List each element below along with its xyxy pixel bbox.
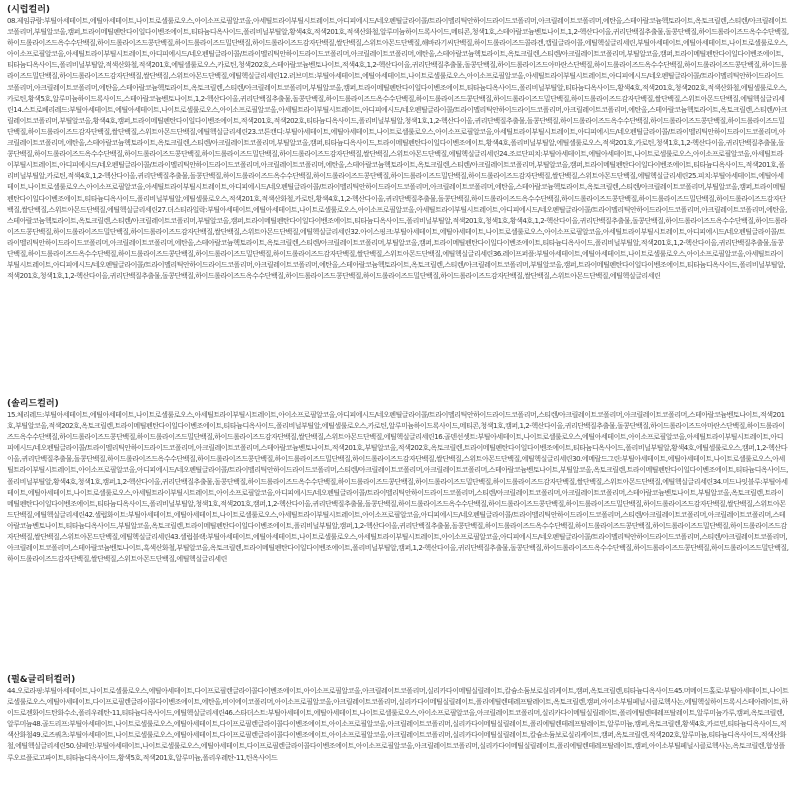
section-heading: (솔리드컬러) (7, 399, 59, 409)
ingredient-list: 08.제임큐람:부틸아세테이트,에틸아세테이트,나이트로셀룰로오스,아이소프로필알코올,아세틸트라이부틸시트레이트,아디피에시드/네오펜틸글라이콜/트라이멜리틱안하이드라이드코폴리머,아크릴레이트코폴리머,에탄올,스테아랄코늄헥토라이트,옥토크릴렌,스티렌/아크릴레이트코폴리머,부틸알코올,캠퍼,트라이메틸펜탄다이일다이벤조에이트,티타늄디옥사이드,폴리비닐부틸알,황색4호,적색201호,적색산화철,알루미늄하이드록사이드,메티콘,청색1호,스테아랄코늄벤토나이트,1,2-헥산다이올,귀리단백질추출물,돌콩단백질,하이드롤라이즈드옥수수단백질,하이드롤라이즈드옥수수단백질,하이드롤라이즈드콩단백질,하이드롤라이즈드밀단백질,하이드롤라이즈드감자단백질,쌀단백질,스위트아몬드단백질,해바라기씨단백질,하이드롤라이즈드콜라겐,캡릴글라이콜,에틸헥실글리세린,부틸아세테이트,에틸아세테이트,나이트로셀룰로오스,아이소프로필알코올,아세틸트라이부틸시트레이트,아디피에시드/네오펜틸글라이콜/트라이멜리틱안하이드라이드코폴리머,아크릴레이트코폴리머,에탄올,스테아랄코늄헥토라이트,옥토크릴렌,스티렌/아크릴레이트코폴리머,부틸알코올,캠퍼,트라이메틸펜탄다이일다이벤조에이트,티타늄디옥사이드,폴리비닐부틸알,적색산화철,적색201호,에틸셀룰로오스,카로틴,청색202호,스테아랄코늄벤토나이트,적색4호,1,2-헥산다이올,귀리단백질추출물,돌콩단백질,하이드롤라이즈드아마란스단백질,하이드롤라이즈드옥수수단백질,하이드롤라이즈드콩단백질,하이드롤라이즈드밀단백질,하이드롤라이즈드감자단백질,쌀단백질,스위트아몬드단백질,에틸헥실글리세린12.러브미트:부틸아세테이트,에틸아세테이트,나이트로셀룰로오스,아이소프로필알코올,아세틸트라이부틸시트레이트,아디피에시드/네오펜틸글라이콜/트라이멜리틱안하이드라이드코폴리머,아크릴레이트코폴리머,에탄올,스테아랄코늄헥토라이트,옥토크릴렌,스티렌/아크릴레이트코폴리머,부틸알코올,캠퍼,트라이메틸펜탄다이일다이벤조에이트,티타늄디옥사이드,폴리비닐부틸알,티타늄디옥사이드,황색4호,적색201호,청색202호,적색산화철,에틸셀룰로오스,카로틴,황색5호,알루미늄하이드록사이드,스테아랄코늄벤토나이트,1,2-헥산다이올,귀리단백질추출물,돌콩단백질,하이드롤라이즈드옥수수단백질,하이드롤라이즈드콩단백질,하이드롤라이즈드밀단백질,하이드롤라이즈드감자단백질,쌀단백질,스위트아몬드단백질,에틸헥실글리세린14.스트로베리레드:부틸아세테이트,에틸아세테이트,나이트로셀룰로오스,아이소프로필알코올,아세틸트라이부틸시트레이트,아디피에시드/네오펜틸글라이콜/트라이멜리틱안하이드라이드코폴리머,아크릴레이트코폴리머,에탄올,스테아랄코늄헥토라이트,옥토크릴렌,스티렌/아크릴레이트코폴리머,부틸알코올,황색4호,캠퍼,트라이메틸펜탄다이일다이벤조에이트,적색201호,적색202호,티타늄디옥사이드,폴리비닐부틸알,청색1호,1,2-헥산다이올,귀리단백질추출물,돌콩단백질,하이드롤라이즈드옥수수단백질,하이드롤라이즈드콩단백질,하이드롤라이즈드밀단백질,하이드롤라이즈드감자단백질,쌀단백질,스위트아몬드단백질,에틸헥실글리세린23.코튼캔디:부틸아세테이트,에틸아세테이트,나이트로셀룰로오스,아이소프로필알코올,아세틸트라이부틸시트레이트,아디피에시드/네오펜틸글라이콜/트라이멜리틱안하이드라이드코폴리머,아크릴레이트코폴리머,에탄올,스테아랄코늄헥토라이트,옥토크릴렌,스티렌/아크릴레이트코폴리머,부틸알코올,캠퍼,티타늄디옥사이드,트라이메틸펜탄다이일다이벤조에이트,황색4호,폴리비닐부틸알,에틸셀룰로오스,적색201호,카로틴,청색1호,1,2-헥산다이올,귀리단백질추출물,돌콩단백질,하이드롤라이즈드옥수수단백질,하이드롤라이즈드콩단백질,하이드롤라이즈드밀단백질,하이드롤라이즈드감자단백질,쌀단백질,스위트아몬드단백질,에틸헥실글리세린24.조르단피치:부틸아세테이트,에틸아세테이트,나이트로셀룰로오스,아이소프로필알코올,아세틸트라이부틸시트레이트,아디피에시드/네오펜틸글라이콜/트라이멜리틱안하이드라이드코폴리머,아크릴레이트코폴리머,에탄올,스테아랄코늄헥토라이트,옥토크릴렌,스티렌/아크릴레이트코폴리머,부틸알코올,캠퍼,트라이메틸펜탄다이일다이벤조에이트,티타늄디옥사이드,적색201호,폴리비닐부틸알,카로틴,적색4호,1,2-헥산다이올,귀리단백질추출물,돌콩단백질,하이드롤라이즈드옥수수단백질,하이드롤라이즈드콩단백질,하이드롤라이즈드밀단백질,하이드롤라이즈드감자단백질,쌀단백질,스위트아몬드단백질,에틸헥실글리세린25.피치:부틸아세테이트,에틸아세테이트,나이트로셀룰로오스,아이소프로필알코올,아세틸트라이부틸시트레이트,아디피에시드/네오펜틸글라이콜/트라이멜리틱안하이드라이드코폴리머,아크릴레이트코폴리머,에탄올,스테아랄코늄헥토라이트,옥토크릴렌,스티렌/아크릴레이트코폴리머,부틸알코올,캠퍼,트라이메틸펜탄다이일다이벤조에이트,티타늄디옥사이드,폴리비닐부틸알,에틸셀룰로오스,적색201호,적색산화철,카로틴,황색4호,1,2-헥산다이올,귀리단백질추출물,돌콩단백질,하이드롤라이즈드옥수수단백질,하이드롤라이즈드콩단백질,하이드롤라이즈드밀단백질,하이드롤라이즈드감자단백질,쌀단백질,스위트아몬드단백질,에틸헥실글리세린27.더스티라일락:부틸아세테이트,에틸아세테이트,나이트로셀룰로오스,아이소프로필알코올,아세틸트라이부틸시트레이트,아디피에시드/네오펜틸글라이콜/트라이멜리틱안하이드라이드코폴리머,아크릴레이트코폴리머,에탄올,스테아랄코늄헥토라이트,옥토크릴렌,스티렌/아크릴레이트코폴리머,부틸알코올,캠퍼,트라이메틸펜탄다이일다이벤조에이트,티타늄디옥사이드,폴리비닐부틸알,적색201호,청색1호,황색4호,1,2-헥산다이올,귀리단백질추출물,돌콩단백질,하이드롤라이즈드옥수수단백질,하이드롤라이즈드콩단백질,하이드롤라이즈드밀단백질,하이드롤라이즈드감자단백질,쌀단백질,스위트아몬드단백질,에틸헥실글리세린32.아이스핑크:부틸아세테이트,에틸아세테이트,나이트로셀룰로오스,아이소프로필알코올,아세틸트라이부틸시트레이트,아디피에시드/네오펜틸글라이콜/트라이멜리틱안하이드라이드코폴리머,아크릴레이트코폴리머,에탄올,스테아랄코늄헥토라이트,옥토크릴렌,스티렌/아크릴레이트코폴리머,부틸알코올,캠퍼,트라이메틸펜탄다이일다이벤조에이트,티타늄디옥사이드,폴리비닐부틸알,적색201호,1,2-헥산다이올,귀리단백질추출물,돌콩단백질,하이드롤라이즈드옥수수단백질,하이드롤라이즈드콩단백질,하이드롤라이즈드밀단백질,하이드롤라이즈드감자단백질,쌀단백질,스위트아몬드단백질,에틸헥실글리세린36.레이프퍼플:부틸아세테이트,에틸아세테이트,나이트로셀룰로오스,아이소프로필알코올,아세틸트라이부틸시트레이트,아디피에시드/네오펜틸글라이콜/트라이멜리틱안하이드라이드코폴리머,아크릴레이트코폴리머,에탄올,스테아랄코늄헥토라이트,옥토크릴렌,스티렌/아크릴레이트코폴리머,부틸알코올,캠퍼,트라이메틸펜탄다이일다이벤조에이트,티타늄디옥사이드,폴리비닐부틸알,적색201호,청색1호,1,2-헥산다이올,귀리단백질추출물,돌콩단백질,하이드롤라이즈드옥수수단백질,하이드롤라이즈드콩단백질,하이드롤라이즈드밀단백질,하이드롤라이즈드감자단백질,쌀단백질,스위트아몬드단백질,에틸헥실글리세린 (7, 17, 789, 281)
ingredient-list: 44.오로라핑:부틸아세테이트,나이트로셀룰로오스,에틸아세테이트,다이프로필렌글라이콜다이벤조에이트,아이소프로필알코올,아크릴레이트코폴리머,실리카다이메틸실릴레이트,칼슘소듐보로실리케이트,캠퍼,옥토크릴렌,티타늄디옥사이드45.머메이드홀로:부틸아세테이트,나이트로셀룰로오스,에틸아세테이트,다이프로필렌글라이콜다이벤조에이트,에탄올,비이에이코폴리머,아이소프로필알코올,아크릴레이트코폴리머,실리카다이메틸실릴레이트,폴리에틸렌테레프탈레이트,옥토크릴렌,캠퍼,아이소부틸페닐시클로헥사논,에틸헥실하이드록시스테아레이트,하이드로젠화이드탄화수소,폴리우레탄-11,티타늄디옥사이드,에틸헥실글리세린46.스타더스트:부틸아세테이트,에틸아세테이트,나이트로셀룰로오스,아이소프로필알코올,아크릴레이트코폴리머,실리카다이메틸실릴레이트,폴리에틸렌테레프탈레이트,알루미늄가루,캠퍼,옥토크릴렌,알루미늄48.골드리프:부틸아세테이트,나이트로셀룰로오스,에틸아세테이트,다이프로필렌글라이콜다이벤조에이트,아이소프로필알코올,아크릴레이트코폴리머,실리카다이메틸실릴레이트,폴리에틸렌테레프탈레이트,알루미늄,캠퍼,옥토크릴렌,황색4호,카르민,티타늄디옥사이드,적색산화철49.로즈쿼츠:부틸아세테이트,나이트로셀룰로오스,에틸아세테이트,다이프로필렌글라이콜다이벤조에이트,아이소프로필알코올,아크릴레이트코폴리머,실리카다이메틸실릴레이트,칼슘소듐보로실리케이트,캠퍼,옥토크릴렌,적색202호,알루미늄,티타늄디옥사이드,적색산화철,에틸헥실글리세린50.샴페인:부틸아세테이트,나이트로셀룰로오스,에틸아세테이트,다이프로필렌글라이콜다이벤조에이트,아이소프로필알코올,아크릴레이트코폴리머,실리카다이메틸실릴레이트,폴리에틸렌테레프탈레이트,캠퍼,아이소부틸페닐시클로헥사논,옥토크릴렌,합성플루오르플로고파이트,티타늄디옥사이드,황색5호,적색201호,알루미늄,폴리우레탄-11,틴옥사이드 (7, 687, 789, 762)
ingredient-list: 15.체리레드:부틸아세테이트,에틸아세테이트,나이트로셀룰로오스,아세틸트라이부틸시트레이트,아이소프로필알코올,아디피에시드/네오펜틸글라이콜/트라이멜리틱안하이드라이드코폴리머,스티렌/아크릴레이트코폴리머,아크릴레이트코폴리머,스테아랄코늄벤토나이트,적색201호,부틸알코올,적색202호,옥토크릴렌,트라이메틸펜탄다이일다이벤조에이트,티타늄디옥사이드,폴리비닐부틸알,에틸셀룰로오스,카로틴,알루미늄하이드록사이드,메티콘,청색1호,캠퍼,1,2-헥산다이올,귀리단백질추출물,돌콩단백질,하이드롤라이즈드아마란스단백질,하이드롤라이즈드옥수수단백질,하이드롤라이즈드콩단백질,하이드롤라이즈드밀단백질,하이드롤라이즈드감자단백질,쌀단백질,스위트아몬드단백질,에틸헥실글리세린16.골덴선셋트:부틸아세테이트,나이트로셀룰로오스,에틸아세테이트,아이소프로필알코올,아세틸트라이부틸시트레이트,아디피에시드/네오펜틸글라이콜/트라이멜리틱안하이드라이드코폴리머,아크릴레이트코폴리머,스테아랄코늄벤토나이트,적색201호,부틸알코올,적색202호,옥토크릴렌,트라이메틸펜탄다이일다이벤조에이트,티타늄디옥사이드,폴리비닐부틸알,황색4호,에틸셀룰로오스,캠퍼,1,2-헥산다이올,귀리단백질추출물,돌콩단백질,하이드롤라이즈드옥수수단백질,하이드롤라이즈드콩단백질,하이드롤라이즈드밀단백질,하이드롤라이즈드감자단백질,쌀단백질,스위트아몬드단백질,에틸헥실글리세린30.에메랄드그린:부틸아세테이트,에틸아세테이트,나이트로셀룰로오스,아세틸트라이부틸시트레이트,아이소프로필알코올,아디피에시드/네오펜틸글라이콜/트라이멜리틱안하이드라이드코폴리머,스티렌/아크릴레이트코폴리머,아크릴레이트코폴리머,스테아랄코늄벤토나이트,부틸알코올,옥토크릴렌,트라이메틸펜탄다이일다이벤조에이트,티타늄디옥사이드,폴리비닐부틸알,황색4호,청색1호,캠퍼,1,2-헥산다이올,귀리단백질추출물,돌콩단백질,하이드롤라이즈드옥수수단백질,하이드롤라이즈드콩단백질,하이드롤라이즈드밀단백질,하이드롤라이즈드감자단백질,쌀단백질,스위트아몬드단백질,에틸헥실글리세린34.미드나잇블루:부틸아세테이트,에틸아세테이트,나이트로셀룰로오스,아세틸트라이부틸시트레이트,아이소프로필알코올,아디피에시드/네오펜틸글라이콜/트라이멜리틱안하이드라이드코폴리머,스티렌/아크릴레이트코폴리머,아크릴레이트코폴리머,스테아랄코늄벤토나이트,부틸알코올,옥토크릴렌,트라이메틸펜탄다이일다이벤조에이트,티타늄디옥사이드,폴리비닐부틸알,청색1호,적색201호,캠퍼,1,2-헥산다이올,귀리단백질추출물,돌콩단백질,하이드롤라이즈드옥수수단백질,하이드롤라이즈드콩단백질,하이드롤라이즈드밀단백질,하이드롤라이즈드감자단백질,쌀단백질,스위트아몬드단백질,에틸헥실글리세린42.셀럽화이트:부틸아세테이트,에틸아세테이트,나이트로셀룰로오스,아세틸트라이부틸시트레이트,아이소프로필알코올,아디피에시드/네오펜틸글라이콜/트라이멜리틱안하이드라이드코폴리머,스티렌/아크릴레이트코폴리머,아크릴레이트코폴리머,스테아랄코늄벤토나이트,티타늄디옥사이드,부틸알코올,옥토크릴렌,트라이메틸펜탄다이일다이벤조에이트,폴리비닐부틸알,캠퍼,1,2-헥산다이올,귀리단백질추출물,돌콩단백질,하이드롤라이즈드옥수수단백질,하이드롤라이즈드콩단백질,하이드롤라이즈드밀단백질,하이드롤라이즈드감자단백질,쌀단백질,스위트아몬드단백질,에틸헥실글리세린43.셀럽블랙:부틸아세테이트,에틸아세테이트,나이트로셀룰로오스,아세틸트라이부틸시트레이트,아이소프로필알코올,아디피에시드/네오펜틸글라이콜/트라이멜리틱안하이드라이드코폴리머,스티렌/아크릴레이트코폴리머,아크릴레이트코폴리머,스테아랄코늄벤토나이트,흑색산화철,부틸알코올,옥토크릴렌,트라이메틸펜탄다이일다이벤조에이트,폴리비닐부틸알,캠퍼,1,2-헥산다이올,귀리단백질추출물,돌콩단백질,하이드롤라이즈드옥수수단백질,하이드롤라이즈드콩단백질,하이드롤라이즈드밀단백질,하이드롤라이즈드감자단백질,쌀단백질,스위트아몬드단백질,에틸헥실글리세린 (7, 411, 789, 564)
solid-color-section (7, 398, 789, 673)
section-heading: (시럽컬러) (7, 5, 51, 15)
pearl-glitter-color-section (7, 674, 789, 808)
syrup-color-section (7, 4, 789, 389)
document-page (7, 4, 789, 762)
section-heading: (펄&글리터컬러) (7, 675, 76, 685)
